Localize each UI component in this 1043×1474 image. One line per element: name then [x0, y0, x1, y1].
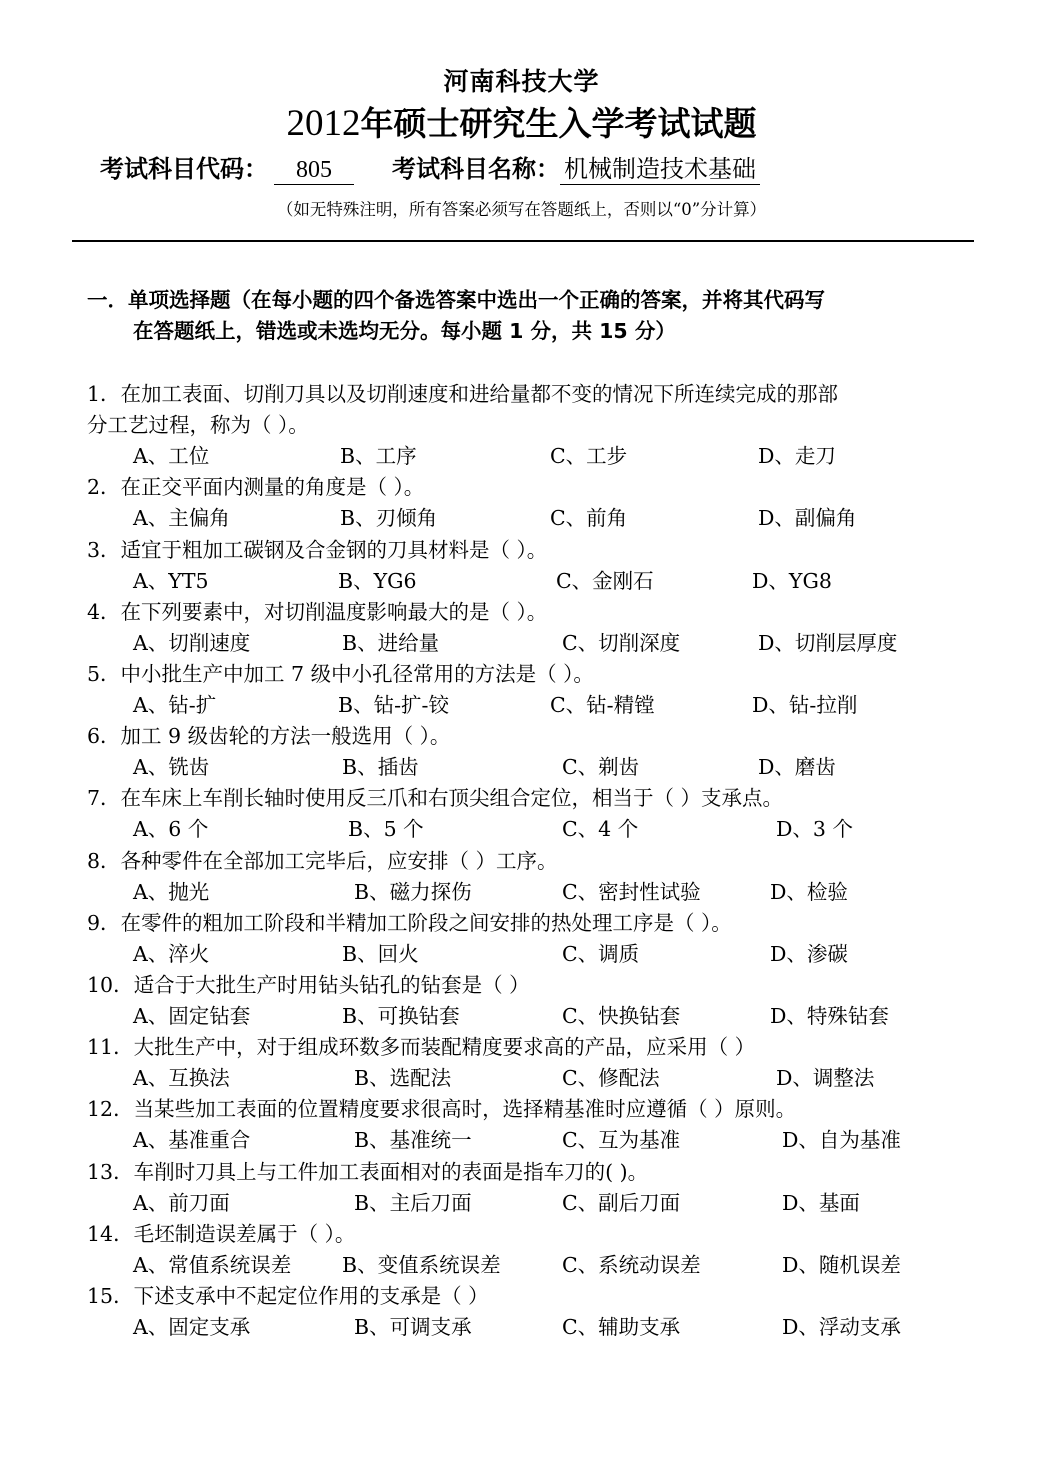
question-3-text: 3．适宜于粗加工碳钢及合金钢的刀具材料是（ ）。 — [87, 537, 548, 562]
question-7-option-d: D、3 个 — [776, 817, 853, 842]
question-12-option-d: D、自为基准 — [782, 1128, 901, 1153]
question-9-option-d: D、渗碳 — [770, 941, 848, 966]
question-10-option-d: D、特殊钻套 — [770, 1004, 889, 1028]
question-13-option-a: A、前刀面 — [133, 1190, 230, 1215]
question-9-option-a: A、淬火 — [133, 941, 210, 966]
question-6-option-c: C、剃齿 — [562, 755, 640, 780]
question-10-text: 10．适合于大批生产时用钻头钻孔的钻套是（ ） — [87, 972, 530, 997]
exam-note: （如无特殊注明，所有答案必须写在答题纸上，否则以“0”分计算） — [276, 200, 767, 219]
university-name: 河南科技大学 — [443, 67, 600, 96]
question-11-option-a: A、互换法 — [133, 1066, 230, 1091]
question-1-option-a: A、工位 — [133, 444, 210, 469]
question-4-option-a: A、切削速度 — [133, 630, 251, 655]
question-5-option-c: C、钻-精镗 — [550, 693, 655, 717]
question-6-option-d: D、磨齿 — [758, 755, 836, 780]
question-4-option-b: B、进给量 — [342, 630, 440, 655]
question-14-option-c: C、系统动误差 — [562, 1252, 701, 1277]
question-12-option-a: A、基准重合 — [133, 1128, 251, 1153]
question-15-option-b: B、可调支承 — [354, 1315, 472, 1339]
question-9-option-b: B、回火 — [342, 941, 419, 966]
question-5-option-d: D、钻-拉削 — [752, 693, 858, 717]
question-7-option-b: B、5 个 — [348, 817, 424, 842]
question-7-option-c: C、4 个 — [562, 817, 639, 842]
question-12-text: 12．当某些加工表面的位置精度要求很高时，选择精基准时应遵循（ ）原则。 — [87, 1097, 797, 1122]
question-14-text: 14．毛坯制造误差属于（ ）。 — [87, 1221, 356, 1246]
question-4-text: 4．在下列要素中，对切削温度影响最大的是（ ）。 — [87, 599, 548, 624]
question-14-option-a: A、常值系统误差 — [133, 1252, 292, 1277]
question-8-option-b: B、磁力探伤 — [354, 879, 472, 904]
question-15-option-c: C、辅助支承 — [562, 1315, 681, 1339]
question-11-option-d: D、调整法 — [776, 1066, 875, 1091]
question-3-option-d: D、YG8 — [752, 568, 832, 593]
question-15-text: 15．下述支承中不起定位作用的支承是（ ） — [87, 1283, 489, 1308]
question-8-option-a: A、抛光 — [133, 879, 210, 904]
question-1-text: 分工艺过程，称为（ ）。 — [87, 413, 309, 438]
question-8-option-d: D、检验 — [770, 879, 848, 904]
question-9-text: 9．在零件的粗加工阶段和半精加工阶段之间安排的热处理工序是（ ）。 — [87, 910, 732, 935]
question-13-text: 13．车削时刀具上与工件加工表面相对的表面是指车刀的( )。 — [87, 1159, 649, 1184]
question-4-option-d: D、切削层厚度 — [758, 630, 898, 655]
subject-name-value: 机械制造技术基础 — [560, 156, 760, 185]
subject-name-label: 考试科目名称： — [392, 155, 560, 183]
question-8-option-c: C、密封性试验 — [562, 879, 701, 904]
question-6-text: 6．加工 9 级齿轮的方法一般选用（ ）。 — [87, 724, 451, 749]
question-13-option-d: D、基面 — [782, 1190, 860, 1215]
question-10-option-a: A、固定钻套 — [133, 1004, 251, 1028]
question-3-option-a: A、YT5 — [133, 568, 209, 593]
section-heading-line-2: 在答题纸上，错选或未选均无分。每小题 1 分，共 15 分） — [133, 319, 676, 343]
question-5-option-b: B、钻-扩-铰 — [338, 693, 449, 717]
question-12-option-b: B、基准统一 — [354, 1128, 472, 1153]
question-4-option-c: C、切削深度 — [562, 630, 681, 655]
question-6-option-b: B、插齿 — [342, 755, 419, 780]
subject-code-value: 805 — [274, 156, 354, 185]
exam-title-text: 年硕士研究生入学考试试题 — [360, 104, 757, 143]
subject-line — [100, 149, 760, 185]
question-3-option-c: C、金刚石 — [556, 568, 654, 593]
question-14-option-d: D、随机误差 — [782, 1252, 901, 1277]
question-2-option-c: C、前角 — [550, 506, 628, 531]
exam-year: 2012 — [286, 103, 361, 144]
question-2-text: 2．在正交平面内测量的角度是（ ）。 — [87, 475, 425, 500]
question-7-text: 7．在车床上车削长轴时使用反三爪和右顶尖组合定位，相当于（ ）支承点。 — [87, 786, 784, 811]
question-13-option-b: B、主后刀面 — [354, 1190, 472, 1215]
subject-code-label: 考试科目代码： — [100, 155, 268, 183]
question-2-option-b: B、刃倾角 — [340, 506, 438, 531]
question-1-option-d: D、走刀 — [758, 444, 836, 469]
question-13-option-c: C、副后刀面 — [562, 1190, 681, 1215]
question-9-option-c: C、调质 — [562, 941, 640, 966]
exam-title — [0, 98, 1043, 145]
question-1-text: 1．在加工表面、切削刀具以及切削速度和进给量都不变的情况下所连续完成的那部 — [87, 382, 839, 406]
question-2-option-d: D、副偏角 — [758, 506, 857, 531]
question-10-option-c: C、快换钻套 — [562, 1004, 681, 1028]
header-divider — [72, 240, 974, 242]
question-1-option-c: C、工步 — [550, 444, 628, 469]
question-2-option-a: A、主偏角 — [133, 506, 230, 531]
question-1-option-b: B、工序 — [340, 444, 417, 469]
question-8-text: 8．各种零件在全部加工完毕后，应安排（ ）工序。 — [87, 848, 558, 873]
question-10-option-b: B、可换钻套 — [342, 1004, 460, 1028]
question-6-option-a: A、铣齿 — [133, 755, 210, 780]
question-15-option-a: A、固定支承 — [133, 1315, 251, 1339]
section-heading — [87, 285, 967, 347]
question-15-option-d: D、浮动支承 — [782, 1315, 901, 1339]
question-3-option-b: B、YG6 — [338, 568, 417, 593]
section-heading-line-1: 一．单项选择题（在每小题的四个备选答案中选出一个正确的答案，并将其代码写 — [87, 288, 825, 312]
question-11-text: 11．大批生产中，对于组成环数多而装配精度要求高的产品，应采用（ ） — [87, 1035, 756, 1060]
question-5-option-a: A、钻-扩 — [133, 693, 217, 717]
question-11-option-c: C、修配法 — [562, 1066, 660, 1091]
question-5-text: 5．中小批生产中加工 7 级中小孔径常用的方法是（ ）。 — [87, 661, 594, 686]
question-12-option-c: C、互为基准 — [562, 1128, 681, 1153]
question-11-option-b: B、选配法 — [354, 1066, 452, 1091]
question-7-option-a: A、6 个 — [133, 817, 209, 842]
question-14-option-b: B、变值系统误差 — [342, 1252, 501, 1277]
